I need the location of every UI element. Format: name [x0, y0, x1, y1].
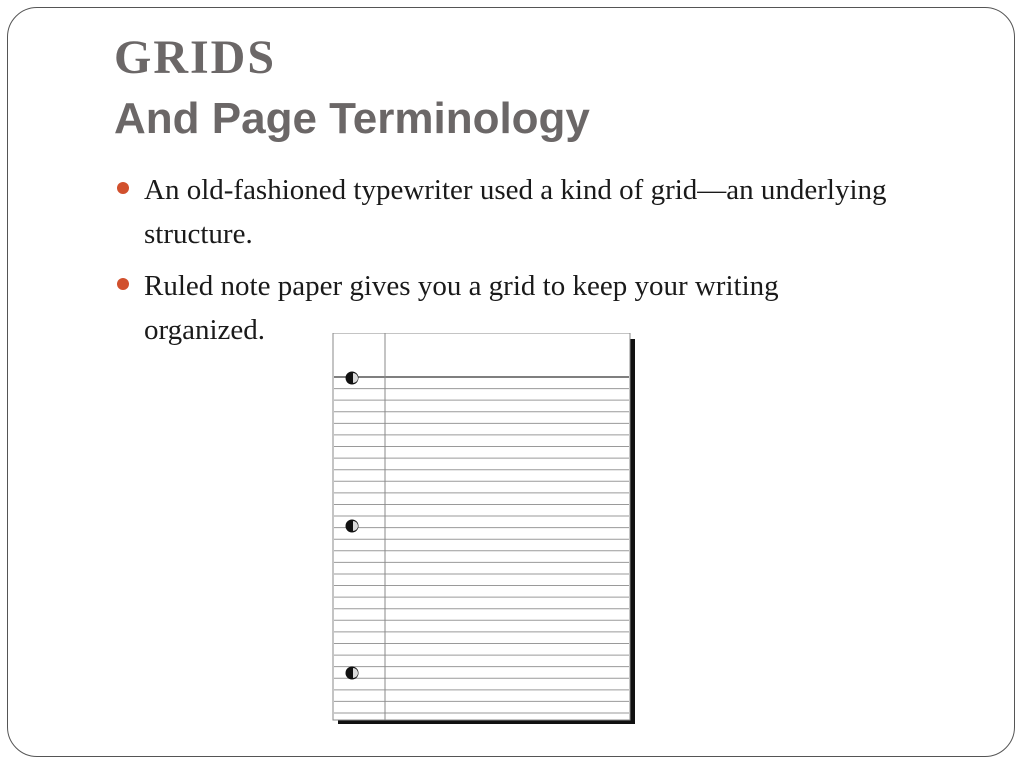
- bullet-dot-icon: [117, 278, 129, 290]
- slide-subtitle: And Page Terminology: [114, 94, 590, 143]
- bullet-text: An old-fashioned typewriter used a kind of grid—an underlying structure.: [144, 174, 887, 250]
- bullet-item: [114, 168, 894, 256]
- bullet-dot-icon: [117, 182, 129, 194]
- paper-sheet: [333, 333, 635, 724]
- paper-face: [333, 333, 630, 720]
- bullet-text: Ruled note paper gives you a grid to keep your writing organized.: [144, 270, 779, 346]
- slide-title: GRIDS: [114, 31, 277, 84]
- bullet-list: [114, 168, 894, 360]
- ruled-paper-illustration: [332, 333, 637, 726]
